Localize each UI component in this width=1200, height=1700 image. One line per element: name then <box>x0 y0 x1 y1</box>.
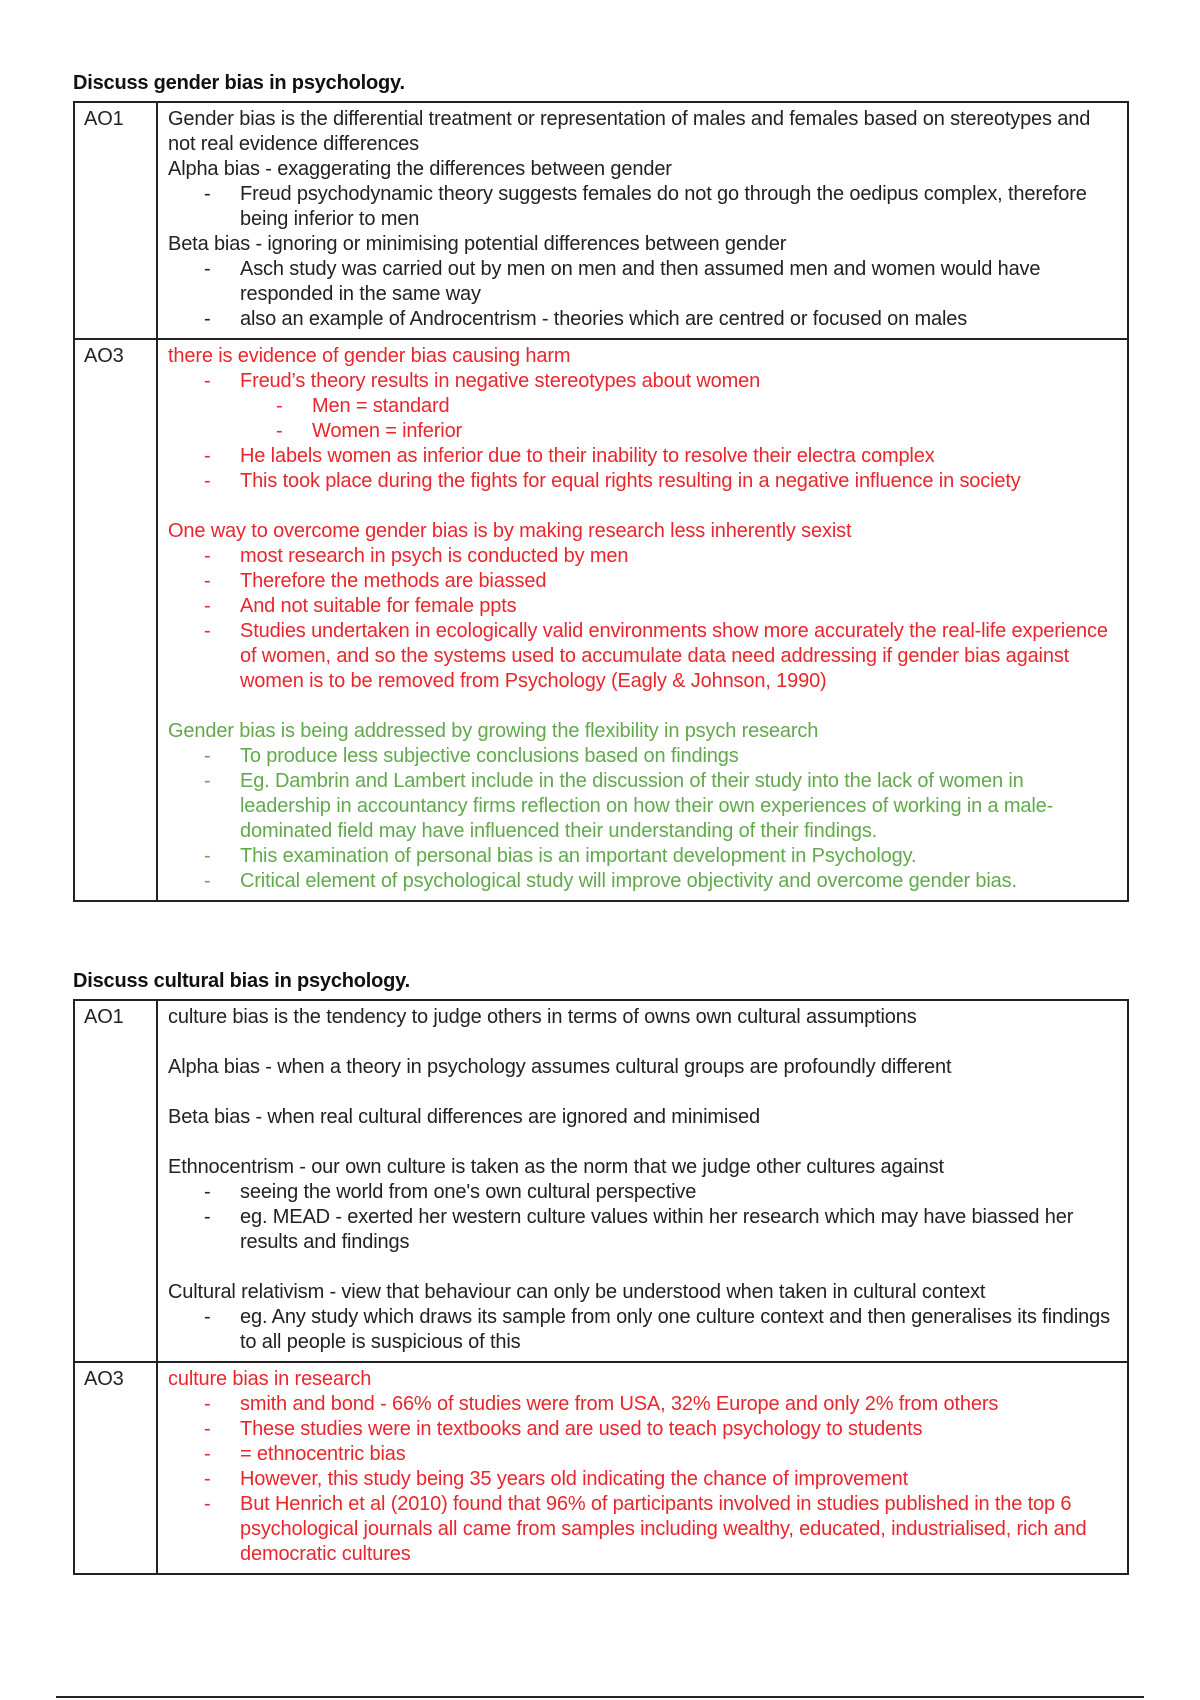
gender-ao3-row <box>74 339 1128 901</box>
gender-addressed-heading: Gender bias is being addressed by growing the flexibility in psych research <box>168 720 819 742</box>
cultural-research-point: - These studies were in textbooks and are used to teach psychology to students <box>168 1417 1117 1442</box>
cultural-research-point: - = ethnocentric bias <box>168 1442 1117 1467</box>
gender-overcome-point: - Studies undertaken in ecologically valid environments show more accurately the real-life experience of women, and so the systems used to accumulate data need addressing if gender bias against women is to be removed from Psychology (Eagly & Johnson, 1990) <box>168 619 1117 694</box>
cultural-beta-bias: Beta bias - when real cultural differences are ignored and minimised <box>168 1106 760 1128</box>
cultural-ethnocentrism-point: - eg. MEAD - exerted her western culture values within her research which may have biassed her results and findings <box>168 1205 1117 1255</box>
cultural-relativism-point: - eg. Any study which draws its sample from only one culture context and then generalises its findings to all people is suspicious of this <box>168 1305 1117 1355</box>
cultural-research-point: - However, this study being 35 years old indicating the chance of improvement <box>168 1467 1117 1492</box>
gender-bias-heading: Discuss gender bias in psychology. <box>73 72 405 94</box>
gender-beta-bias: Beta bias - ignoring or minimising potential differences between gender <box>168 233 787 255</box>
cultural-ao3-label: AO3 <box>74 1362 157 1574</box>
gender-addressed-point: - Critical element of psychological study will improve objectivity and overcome gender bias. <box>168 869 1117 894</box>
gender-beta-point: - Asch study was carried out by men on men and then assumed men and women would have responded in the same way <box>168 257 1117 307</box>
gender-harm-point: - This took place during the fights for equal rights resulting in a negative influence in society <box>168 469 1117 494</box>
cultural-ao1-label: AO1 <box>74 1000 157 1362</box>
gender-harm-subpoint: - Women = inferior <box>168 419 1117 444</box>
cultural-bias-heading: Discuss cultural bias in psychology. <box>73 970 410 992</box>
gender-overcome-point: - Therefore the methods are biassed <box>168 569 1117 594</box>
cultural-ao3-content <box>157 1362 1128 1574</box>
gender-overcome-point: - most research in psych is conducted by men <box>168 544 1117 569</box>
gender-addressed-point: - This examination of personal bias is an important development in Psychology. <box>168 844 1117 869</box>
gender-harm-point-text: Freud’s theory results in negative stereotypes about women <box>240 370 761 392</box>
gender-alpha-bias: Alpha bias - exaggerating the differences between gender <box>168 158 672 180</box>
gender-addressed-point: - Eg. Dambrin and Lambert include in the discussion of their study into the lack of women in leadership in accountancy firms reflection on how their own experiences of working in a male-dominated field may have influenced their understanding of their findings. <box>168 769 1117 844</box>
cultural-research-point: - smith and bond - 66% of studies were from USA, 32% Europe and only 2% from others <box>168 1392 1117 1417</box>
gender-definition: Gender bias is the differential treatment or representation of males and females based on stereotypes and not real evidence differences <box>168 108 1091 155</box>
cultural-ao1-content <box>157 1000 1128 1362</box>
cultural-ethnocentrism: Ethnocentrism - our own culture is taken as the norm that we judge other cultures against <box>168 1156 944 1178</box>
page-bottom-divider <box>56 1696 1144 1698</box>
cultural-bias-table <box>73 999 1129 1575</box>
gender-addressed-point: - To produce less subjective conclusions based on findings <box>168 744 1117 769</box>
gender-harm-subpoint: - Men = standard <box>168 394 1117 419</box>
cultural-ao1-row <box>74 1000 1128 1362</box>
gender-ao1-row <box>74 102 1128 339</box>
gender-bias-table <box>73 101 1129 902</box>
gender-ao1-content <box>157 102 1128 339</box>
gender-ao3-content <box>157 339 1128 901</box>
gender-harm-point: - He labels women as inferior due to their inability to resolve their electra complex <box>168 444 1117 469</box>
gender-harm-point <box>168 369 1117 444</box>
gender-harm-heading: there is evidence of gender bias causing harm <box>168 345 571 367</box>
gender-ao1-label: AO1 <box>74 102 157 339</box>
gender-ao3-label: AO3 <box>74 339 157 901</box>
cultural-ao3-row <box>74 1362 1128 1574</box>
cultural-definition: culture bias is the tendency to judge others in terms of owns own cultural assumptions <box>168 1006 917 1028</box>
gender-alpha-point: - Freud psychodynamic theory suggests females do not go through the oedipus complex, therefore being inferior to men <box>168 182 1117 232</box>
gender-beta-point: - also an example of Androcentrism - theories which are centred or focused on males <box>168 307 1117 332</box>
cultural-relativism: Cultural relativism - view that behaviour can only be understood when taken in cultural context <box>168 1281 986 1303</box>
cultural-research-point: - But Henrich et al (2010) found that 96% of participants involved in studies published in the top 6 psychological journals all came from samples including wealthy, educated, industrialised, rich and democratic cultures <box>168 1492 1117 1567</box>
gender-overcome-heading: One way to overcome gender bias is by making research less inherently sexist <box>168 520 852 542</box>
cultural-research-heading: culture bias in research <box>168 1368 372 1390</box>
cultural-alpha-bias: Alpha bias - when a theory in psychology assumes cultural groups are profoundly different <box>168 1056 952 1078</box>
gender-overcome-point: - And not suitable for female ppts <box>168 594 1117 619</box>
cultural-ethnocentrism-point: - seeing the world from one's own cultural perspective <box>168 1180 1117 1205</box>
